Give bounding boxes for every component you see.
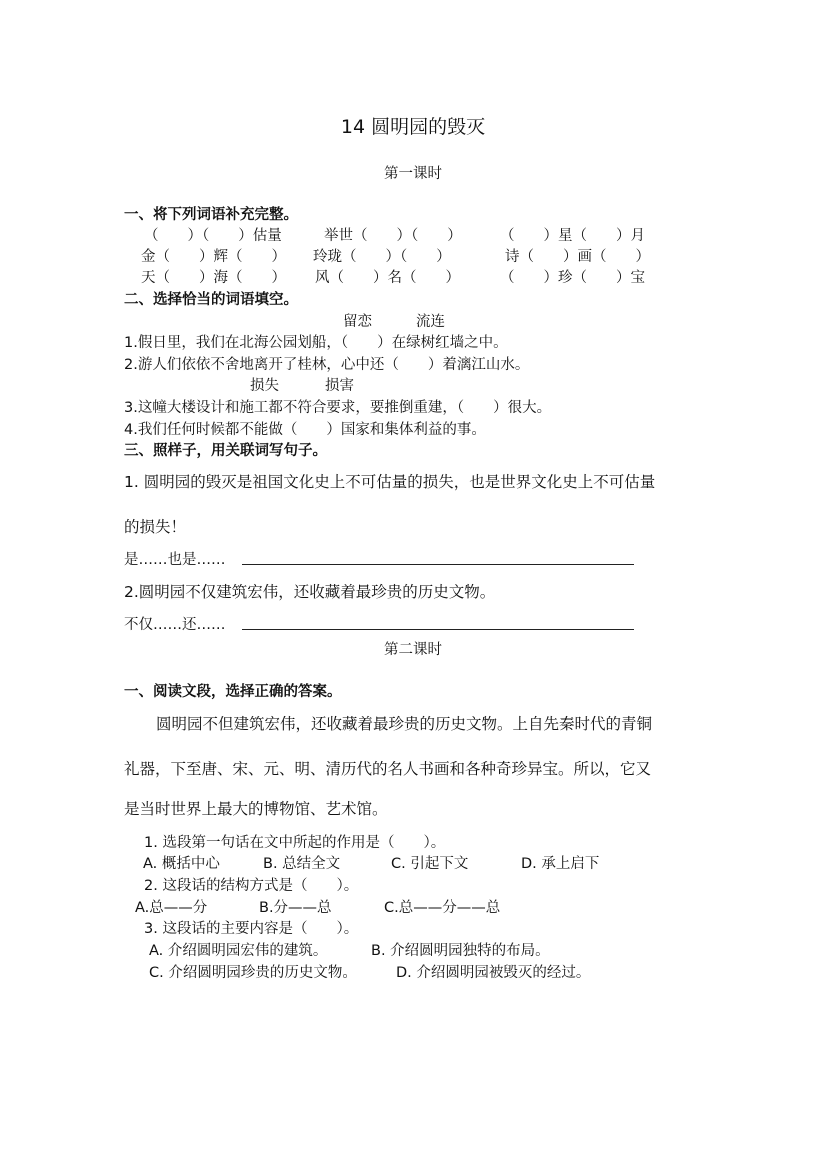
example-sentence-1-line-2: 的损失！	[124, 518, 187, 536]
worksheet-title: 14 圆明园的毁灭	[340, 116, 486, 138]
answer-line-2[interactable]	[242, 629, 634, 630]
passage-line: 圆明园不但建筑宏伟，还收藏着最珍贵的历史文物。上自先秦时代的青铜	[156, 715, 653, 733]
answer-option[interactable]: A. 介绍圆明园宏伟的建筑。	[149, 943, 328, 959]
answer-option[interactable]: A. 概括中心	[143, 856, 220, 872]
word-choice-option: 流连	[416, 314, 445, 330]
passage-line: 是当时世界上最大的博物馆、艺术馆。	[124, 800, 388, 818]
section-connectives-heading: 三、照样子，用关联词写句子。	[124, 443, 327, 459]
lesson-1-heading: 第一课时	[384, 166, 442, 182]
answer-option[interactable]: A.总——分	[135, 900, 208, 916]
example-sentence-1-line-1: 1. 圆明园的毁灭是祖国文化史上不可估量的损失，也是世界文化史上不可估量	[124, 473, 656, 491]
example-sentence-2: 2.圆明园不仅建筑宏伟，还收藏着最珍贵的历史文物。	[124, 583, 496, 601]
fill-word-item[interactable]: 玲珑（ ）（ ）	[313, 249, 451, 265]
passage-line: 礼器，下至唐、宋、元、明、清历代的名人书画和各种奇珍异宝。所以，它又	[124, 760, 652, 778]
fill-word-item[interactable]: （ ）珍（ ）宝	[500, 270, 645, 286]
answer-option[interactable]: B.分——总	[259, 900, 332, 916]
choose-question-2[interactable]: 2.游人们依依不舍地离开了桂林，心中还（ ）着漓江山水。	[124, 357, 530, 373]
section-choose-words-heading: 二、选择恰当的词语填空。	[124, 292, 298, 308]
connective-prompt-1: 是……也是……	[124, 552, 226, 568]
choose-question-4[interactable]: 4.我们任何时候都不能做（ ）国家和集体利益的事。	[124, 422, 486, 438]
lesson-2-heading: 第二课时	[384, 642, 442, 658]
reading-question-2: 2. 这段话的结构方式是（ ）。	[144, 878, 359, 894]
answer-option[interactable]: C. 介绍圆明园珍贵的历史文物。	[149, 965, 357, 981]
choose-question-1[interactable]: 1.假日里，我们在北海公园划船，（ ）在绿树红墙之中。	[124, 335, 508, 351]
answer-option[interactable]: D. 承上启下	[521, 856, 600, 872]
reading-question-3: 3. 这段话的主要内容是（ ）。	[144, 921, 359, 937]
fill-word-item[interactable]: （ ）（ ）估量	[144, 228, 282, 244]
answer-option[interactable]: C.总——分——总	[384, 900, 501, 916]
answer-option[interactable]: C. 引起下文	[391, 856, 469, 872]
answer-option[interactable]: D. 介绍圆明园被毁灭的经过。	[396, 965, 591, 981]
section-fill-words-heading: 一、将下列词语补充完整。	[124, 207, 298, 223]
choose-question-3[interactable]: 3.这幢大楼设计和施工都不符合要求，要推倒重建，（ ）很大。	[124, 400, 552, 416]
word-choice-option: 留恋	[343, 314, 372, 330]
connective-prompt-2: 不仅……还……	[124, 617, 226, 633]
answer-option[interactable]: B. 总结全文	[263, 856, 341, 872]
word-choice-option: 损失	[250, 378, 279, 394]
fill-word-item[interactable]: 天（ ）海（ ）	[141, 270, 286, 286]
fill-word-item[interactable]: 诗（ ）画（ ）	[505, 249, 650, 265]
fill-word-item[interactable]: 风（ ）名（ ）	[315, 270, 460, 286]
answer-option[interactable]: B. 介绍圆明园独特的布局。	[371, 943, 550, 959]
word-choice-option: 损害	[325, 378, 354, 394]
answer-line-1[interactable]	[242, 564, 634, 565]
fill-word-item[interactable]: 举世（ ）（ ）	[324, 228, 462, 244]
section-reading-heading: 一、阅读文段，选择正确的答案。	[124, 684, 342, 700]
reading-question-1: 1. 选段第一句话在文中所起的作用是（ ）。	[144, 835, 446, 851]
fill-word-item[interactable]: （ ）星（ ）月	[500, 228, 645, 244]
fill-word-item[interactable]: 金（ ）辉（ ）	[141, 249, 286, 265]
